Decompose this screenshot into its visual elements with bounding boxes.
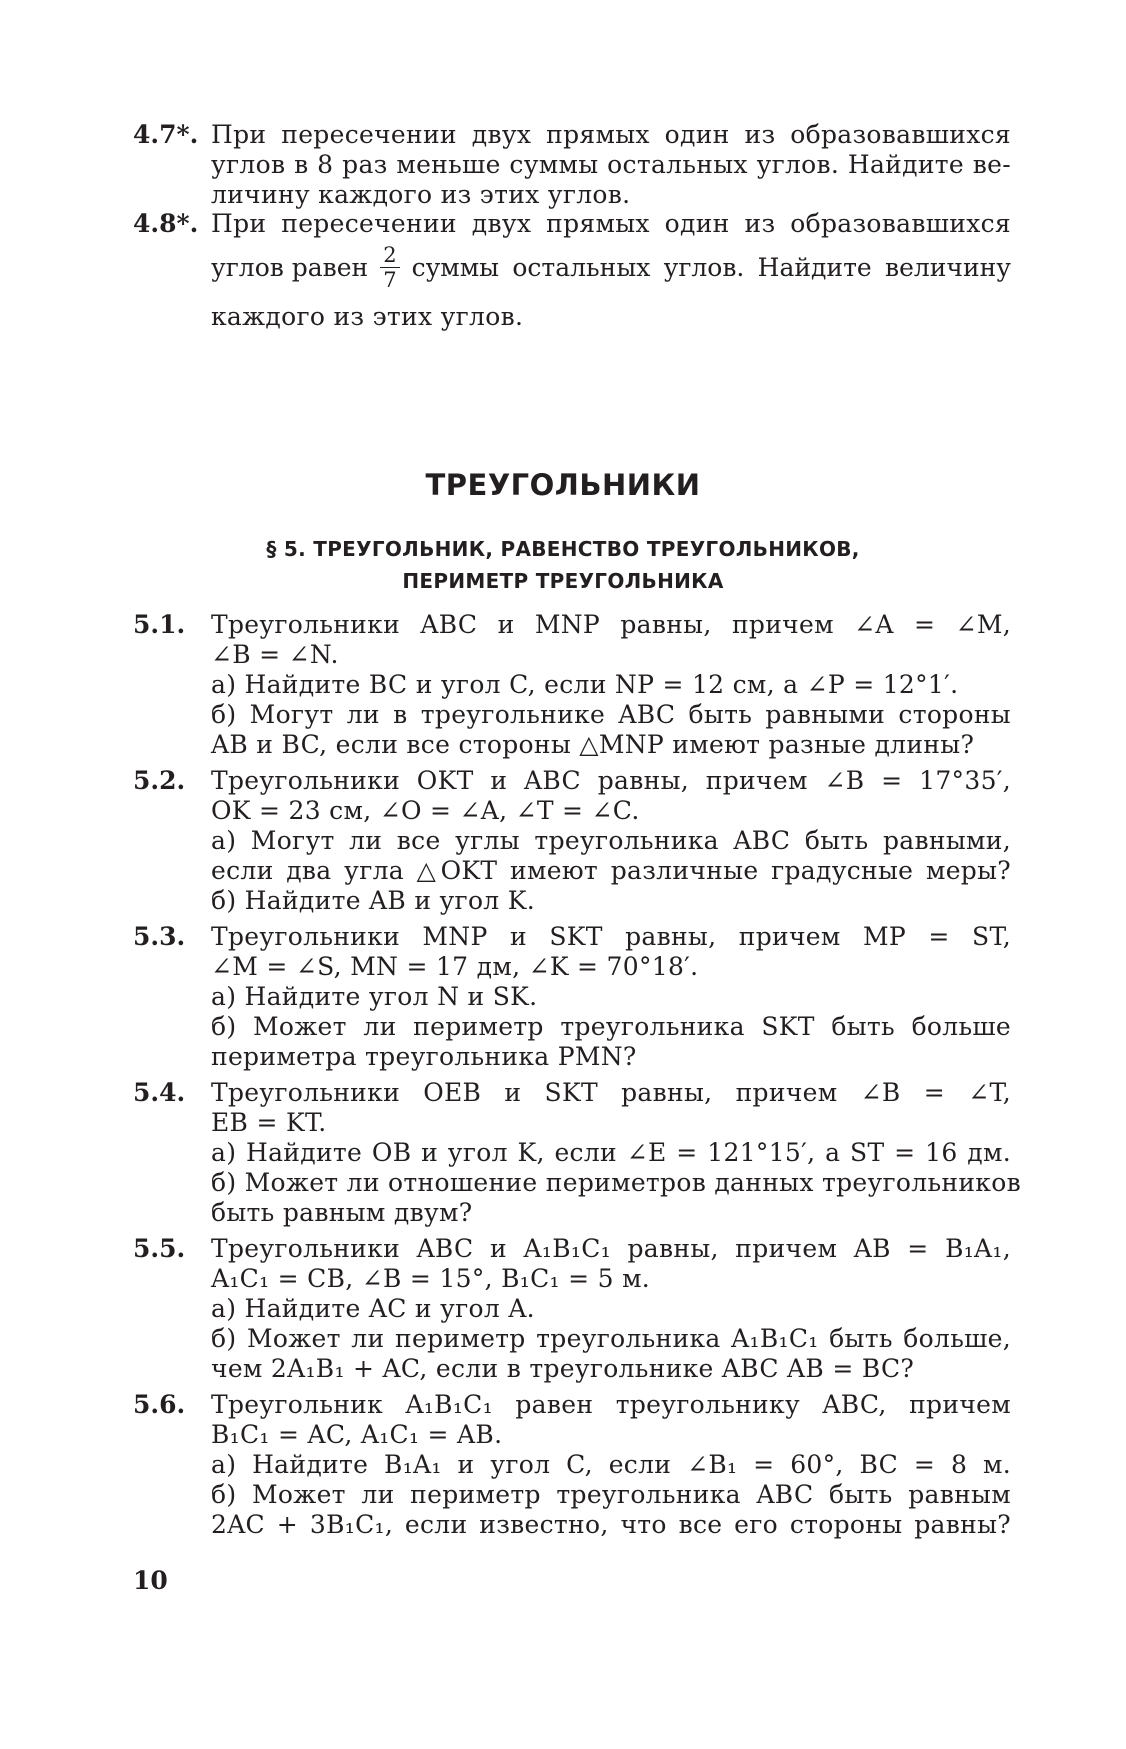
problem-4-7 <box>133 120 1013 210</box>
problem-text-line: AB и BC, если все стороны △MNP имеют разные длины? <box>211 730 975 759</box>
problem-number: 5.5. <box>133 1234 186 1263</box>
text-after-fraction: суммы остальных углов. Найдите величину <box>411 253 1011 282</box>
problem-text-line: б) Найдите AB и угол K. <box>211 886 535 915</box>
problem-text-line: Треугольники OKT и ABC равны, причем ∠B = 17°35′, <box>211 766 1011 795</box>
problem-text-line: а) Найдите угол N и SK. <box>211 982 538 1011</box>
problem-text-line: а) Могут ли все углы треугольника ABC быть равными, <box>211 826 1011 855</box>
problem-text-line: быть равным двум? <box>211 1198 473 1227</box>
problem-text-line: B₁C₁ = AC, A₁C₁ = AB. <box>211 1420 503 1449</box>
problem-text-line: OK = 23 см, ∠O = ∠A, ∠T = ∠C. <box>211 796 640 825</box>
problem-text-line: Треугольник A₁B₁C₁ равен треугольнику ABC, причем <box>211 1390 1011 1419</box>
problem-5-1 <box>133 610 1013 760</box>
problem-number: 4.7*. <box>133 120 199 149</box>
problem-text-line: б) Может ли отношение периметров данных треугольников <box>211 1168 1021 1197</box>
problem-text-line: чем 2A₁B₁ + AC, если в треугольнике ABC AB = BC? <box>211 1354 915 1383</box>
problem-text-line-with-fraction <box>211 243 1011 292</box>
paragraph-title-line: ПЕРИМЕТР ТРЕУГОЛЬНИКА <box>402 569 724 593</box>
fraction-numerator: 2 <box>380 243 399 268</box>
section-title: ТРЕУГОЛЬНИКИ <box>425 468 701 502</box>
problem-text-line: Треугольники MNP и SKT равны, причем MP = ST, <box>211 922 1011 951</box>
problem-text-line: Треугольники ABC и MNP равны, причем ∠A = ∠M, <box>211 610 1011 639</box>
problem-text-line: а) Найдите BC и угол C, если NP = 12 см, а ∠P = 12°1′. <box>211 670 959 699</box>
problem-text-line: б) Может ли периметр треугольника A₁B₁C₁ быть больше, <box>211 1324 1011 1353</box>
problem-number: 5.2. <box>133 766 186 795</box>
problem-text-line: личину каждого из этих углов. <box>211 180 631 209</box>
problem-text-line: ∠M = ∠S, MN = 17 дм, ∠K = 70°18′. <box>211 952 699 981</box>
problem-text-line: При пересечении двух прямых один из образовавшихся <box>211 120 1011 149</box>
problem-number: 5.6. <box>133 1390 186 1419</box>
problem-text-line: 2AC + 3B₁C₁, если известно, что все его стороны равны? <box>211 1510 1011 1539</box>
problem-text-line: а) Найдите B₁A₁ и угол C, если ∠B₁ = 60°, BC = 8 м. <box>211 1450 1011 1479</box>
paragraph-title-line: § 5. ТРЕУГОЛЬНИК, РАВЕНСТВО ТРЕУГОЛЬНИКОВ, <box>266 537 860 561</box>
page-number: 10 <box>133 1566 168 1595</box>
problem-text-line: Треугольники OEB и SKT равны, причем ∠B = ∠T, <box>211 1078 1011 1107</box>
problem-text-line: если два угла △OKT имеют различные градусные меры? <box>211 856 1011 885</box>
problem-5-3 <box>133 922 1013 1072</box>
problem-text-line: а) Найдите OB и угол K, если ∠E = 121°15′, а ST = 16 дм. <box>211 1138 1011 1167</box>
problem-text-line: а) Найдите AC и угол A. <box>211 1294 535 1323</box>
problem-5-6 <box>133 1390 1013 1540</box>
problem-5-4 <box>133 1078 1021 1228</box>
problem-text-line: EB = KT. <box>211 1108 327 1137</box>
problem-5-2 <box>133 766 1013 916</box>
problem-text-line: углов в 8 раз меньше суммы остальных углов. Найдите ве- <box>211 150 1011 179</box>
problem-text-line: б) Могут ли в треугольнике ABC быть равными стороны <box>211 700 1011 729</box>
problem-5-5 <box>133 1234 1013 1384</box>
problem-number: 5.3. <box>133 922 186 951</box>
problem-text-line: периметра треугольника PMN? <box>211 1042 637 1071</box>
problem-number: 5.1. <box>133 610 186 639</box>
problem-text-line: б) Может ли периметр треугольника SKT быть больше <box>211 1012 1011 1041</box>
text-before-fraction: углов равен <box>211 253 369 282</box>
paragraph-title <box>0 533 1126 597</box>
problem-text-line: каждого из этих углов. <box>211 302 524 331</box>
fraction-denominator: 7 <box>383 268 397 292</box>
problem-text-line: ∠B = ∠N. <box>211 640 339 669</box>
problem-number: 5.4. <box>133 1078 186 1107</box>
problem-number: 4.8*. <box>133 209 199 238</box>
problem-text-line: A₁C₁ = CB, ∠B = 15°, B₁C₁ = 5 м. <box>211 1264 651 1293</box>
fraction-two-sevenths <box>380 243 399 292</box>
problem-text-line: При пересечении двух прямых один из образовавшихся <box>211 209 1011 238</box>
problem-text-line: Треугольники ABC и A₁B₁C₁ равны, причем AB = B₁A₁, <box>211 1234 1011 1263</box>
problem-text-line: б) Может ли периметр треугольника ABC быть равным <box>211 1480 1011 1509</box>
problem-4-8 <box>133 209 1013 332</box>
